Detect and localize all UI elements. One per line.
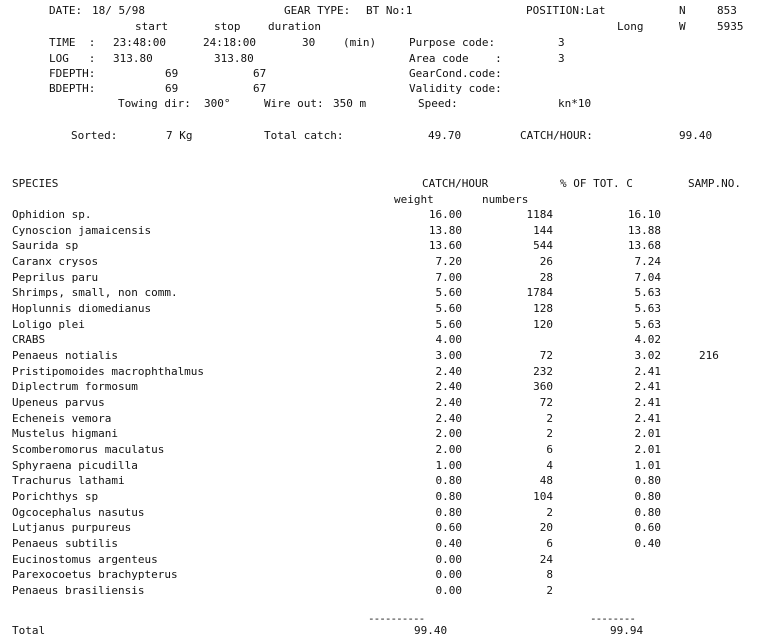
- total-percent-value: 99.94: [610, 624, 644, 637]
- weight-value: 7.00: [435, 271, 462, 284]
- numbers-subheader: numbers: [482, 193, 529, 206]
- fdepth-start: 69: [165, 67, 179, 80]
- numbers-value: 1184: [526, 208, 553, 221]
- percent-value: 2.01: [634, 427, 661, 440]
- species-name: Pristipomoides macrophthalmus: [12, 365, 205, 378]
- time-stop: 24:18:00: [203, 36, 256, 49]
- species-name: Sphyraena picudilla: [12, 459, 138, 472]
- percent-value: 1.01: [634, 459, 661, 472]
- numbers-value: 28: [539, 271, 553, 284]
- col-stop-header: stop: [214, 20, 241, 33]
- speed-unit: kn*10: [558, 97, 592, 110]
- sample-number-column-header: SAMP.NO.: [688, 177, 741, 190]
- numbers-value: 20: [539, 521, 553, 534]
- percent-value: 13.68: [627, 239, 661, 252]
- weight-value: 5.60: [435, 286, 462, 299]
- log-label: LOG :: [49, 52, 96, 65]
- long-value: 5935: [717, 20, 744, 33]
- weight-value: 4.00: [435, 333, 462, 346]
- percent-value: 16.10: [627, 208, 661, 221]
- purpose-code-label: Purpose code:: [409, 36, 496, 49]
- wire-out-value: 350 m: [333, 97, 367, 110]
- weight-value: 0.60: [435, 521, 462, 534]
- gear-type-value: BT No:1: [366, 4, 413, 17]
- percent-value: 0.60: [634, 521, 661, 534]
- towing-dir-label: Towing dir:: [118, 97, 191, 110]
- weight-total-rule: ----------: [368, 612, 425, 625]
- numbers-value: 544: [533, 239, 553, 252]
- percent-value: 2.41: [634, 365, 661, 378]
- sorted-label: Sorted:: [71, 129, 118, 142]
- numbers-value: 26: [539, 255, 553, 268]
- numbers-value: 2: [546, 412, 553, 425]
- numbers-value: 6: [546, 443, 553, 456]
- numbers-value: 1784: [526, 286, 553, 299]
- species-name: Caranx crysos: [12, 255, 99, 268]
- species-name: Diplectrum formosum: [12, 380, 138, 393]
- numbers-value: 104: [533, 490, 553, 503]
- weight-value: 0.80: [435, 474, 462, 487]
- lat-hemisphere: N: [679, 4, 686, 17]
- species-name: Ogcocephalus nasutus: [12, 506, 145, 519]
- weight-value: 0.80: [435, 506, 462, 519]
- numbers-value: 2: [546, 427, 553, 440]
- numbers-value: 8: [546, 568, 553, 581]
- numbers-value: 2: [546, 506, 553, 519]
- numbers-value: 6: [546, 537, 553, 550]
- species-name: Penaeus brasiliensis: [12, 584, 145, 597]
- area-code-value: 3: [558, 52, 565, 65]
- percent-value: 5.63: [634, 302, 661, 315]
- percent-value: 5.63: [634, 318, 661, 331]
- speed-label: Speed:: [418, 97, 458, 110]
- col-duration-header: duration: [268, 20, 321, 33]
- numbers-value: 72: [539, 349, 553, 362]
- weight-value: 2.40: [435, 380, 462, 393]
- position-label: POSITION:Lat: [526, 4, 606, 17]
- percent-value: 2.41: [634, 380, 661, 393]
- species-name: Scomberomorus maculatus: [12, 443, 165, 456]
- numbers-value: 72: [539, 396, 553, 409]
- log-stop: 313.80: [214, 52, 254, 65]
- weight-value: 0.00: [435, 584, 462, 597]
- log-start: 313.80: [113, 52, 153, 65]
- gear-cond-label: GearCond.code:: [409, 67, 502, 80]
- percent-value: 0.80: [634, 490, 661, 503]
- numbers-value: 232: [533, 365, 553, 378]
- numbers-value: 48: [539, 474, 553, 487]
- long-hemisphere: W: [679, 20, 686, 33]
- percent-value: 0.80: [634, 474, 661, 487]
- weight-value: 2.00: [435, 443, 462, 456]
- percent-total-column-header: % OF TOT. C: [560, 177, 633, 190]
- total-weight-value: 99.40: [414, 624, 448, 637]
- weight-value: 13.80: [428, 224, 462, 237]
- weight-value: 0.00: [435, 553, 462, 566]
- numbers-value: 360: [533, 380, 553, 393]
- percent-value: 5.63: [634, 286, 661, 299]
- percent-value: 4.02: [634, 333, 661, 346]
- species-name: Cynoscion jamaicensis: [12, 224, 152, 237]
- time-label: TIME :: [49, 36, 96, 49]
- species-name: Saurida sp: [12, 239, 79, 252]
- weight-value: 13.60: [428, 239, 462, 252]
- total-catch-label: Total catch:: [264, 129, 344, 142]
- numbers-value: 4: [546, 459, 553, 472]
- species-name: Penaeus notialis: [12, 349, 118, 362]
- weight-value: 16.00: [428, 208, 462, 221]
- weight-value: 1.00: [435, 459, 462, 472]
- species-name: Ophidion sp.: [12, 208, 92, 221]
- percent-value: 3.02: [634, 349, 661, 362]
- sample-number-value: 216: [699, 349, 719, 362]
- weight-value: 2.00: [435, 427, 462, 440]
- date-label: DATE:: [49, 4, 83, 17]
- date-value: 18/ 5/98: [92, 4, 145, 17]
- sorted-value: 7 Kg: [166, 129, 193, 142]
- numbers-value: 144: [533, 224, 553, 237]
- species-column-header: SPECIES: [12, 177, 59, 190]
- time-duration: 30: [302, 36, 316, 49]
- weight-subheader: weight: [394, 193, 434, 206]
- weight-value: 2.40: [435, 412, 462, 425]
- species-name: Trachurus lathami: [12, 474, 125, 487]
- total-label: Total: [12, 624, 46, 637]
- bdepth-label: BDEPTH:: [49, 82, 96, 95]
- numbers-value: 120: [533, 318, 553, 331]
- species-name: Lutjanus purpureus: [12, 521, 132, 534]
- species-name: Upeneus parvus: [12, 396, 105, 409]
- catch-per-hour-value: 99.40: [679, 129, 713, 142]
- species-name: Loligo plei: [12, 318, 85, 331]
- species-name: Eucinostomus argenteus: [12, 553, 158, 566]
- species-name: Shrimps, small, non comm.: [12, 286, 178, 299]
- fdepth-stop: 67: [253, 67, 267, 80]
- col-start-header: start: [135, 20, 169, 33]
- weight-value: 5.60: [435, 318, 462, 331]
- time-unit: (min): [343, 36, 377, 49]
- weight-value: 7.20: [435, 255, 462, 268]
- species-name: Hoplunnis diomedianus: [12, 302, 152, 315]
- weight-value: 2.40: [435, 365, 462, 378]
- long-label: Long: [617, 20, 644, 33]
- time-start: 23:48:00: [113, 36, 166, 49]
- percent-value: 0.40: [634, 537, 661, 550]
- lat-value: 853: [717, 4, 737, 17]
- percent-value: 7.24: [634, 255, 661, 268]
- gear-type-label: GEAR TYPE:: [284, 4, 351, 17]
- numbers-value: 24: [539, 553, 553, 566]
- percent-value: 0.80: [634, 506, 661, 519]
- percent-value: 13.88: [627, 224, 661, 237]
- bdepth-start: 69: [165, 82, 179, 95]
- weight-value: 0.00: [435, 568, 462, 581]
- numbers-value: 2: [546, 584, 553, 597]
- species-name: Porichthys sp: [12, 490, 99, 503]
- species-name: Echeneis vemora: [12, 412, 112, 425]
- numbers-value: 128: [533, 302, 553, 315]
- species-name: Penaeus subtilis: [12, 537, 118, 550]
- bdepth-stop: 67: [253, 82, 267, 95]
- percent-value: 7.04: [634, 271, 661, 284]
- total-catch-value: 49.70: [428, 129, 462, 142]
- percent-value: 2.01: [634, 443, 661, 456]
- species-name: Mustelus higmani: [12, 427, 118, 440]
- species-name: Parexocoetus brachypterus: [12, 568, 178, 581]
- weight-value: 0.40: [435, 537, 462, 550]
- species-name: CRABS: [12, 333, 46, 346]
- weight-value: 5.60: [435, 302, 462, 315]
- towing-dir-value: 300°: [204, 97, 231, 110]
- species-name: Peprilus paru: [12, 271, 99, 284]
- catch-per-hour-column-header: CATCH/HOUR: [422, 177, 489, 190]
- percent-value: 2.41: [634, 396, 661, 409]
- weight-value: 2.40: [435, 396, 462, 409]
- catch-per-hour-label: CATCH/HOUR:: [520, 129, 593, 142]
- fdepth-label: FDEPTH:: [49, 67, 96, 80]
- weight-value: 3.00: [435, 349, 462, 362]
- percent-total-rule: --------: [590, 612, 635, 625]
- purpose-code-value: 3: [558, 36, 565, 49]
- percent-value: 2.41: [634, 412, 661, 425]
- wire-out-label: Wire out:: [264, 97, 324, 110]
- validity-code-label: Validity code:: [409, 82, 502, 95]
- weight-value: 0.80: [435, 490, 462, 503]
- area-code-label: Area code :: [409, 52, 502, 65]
